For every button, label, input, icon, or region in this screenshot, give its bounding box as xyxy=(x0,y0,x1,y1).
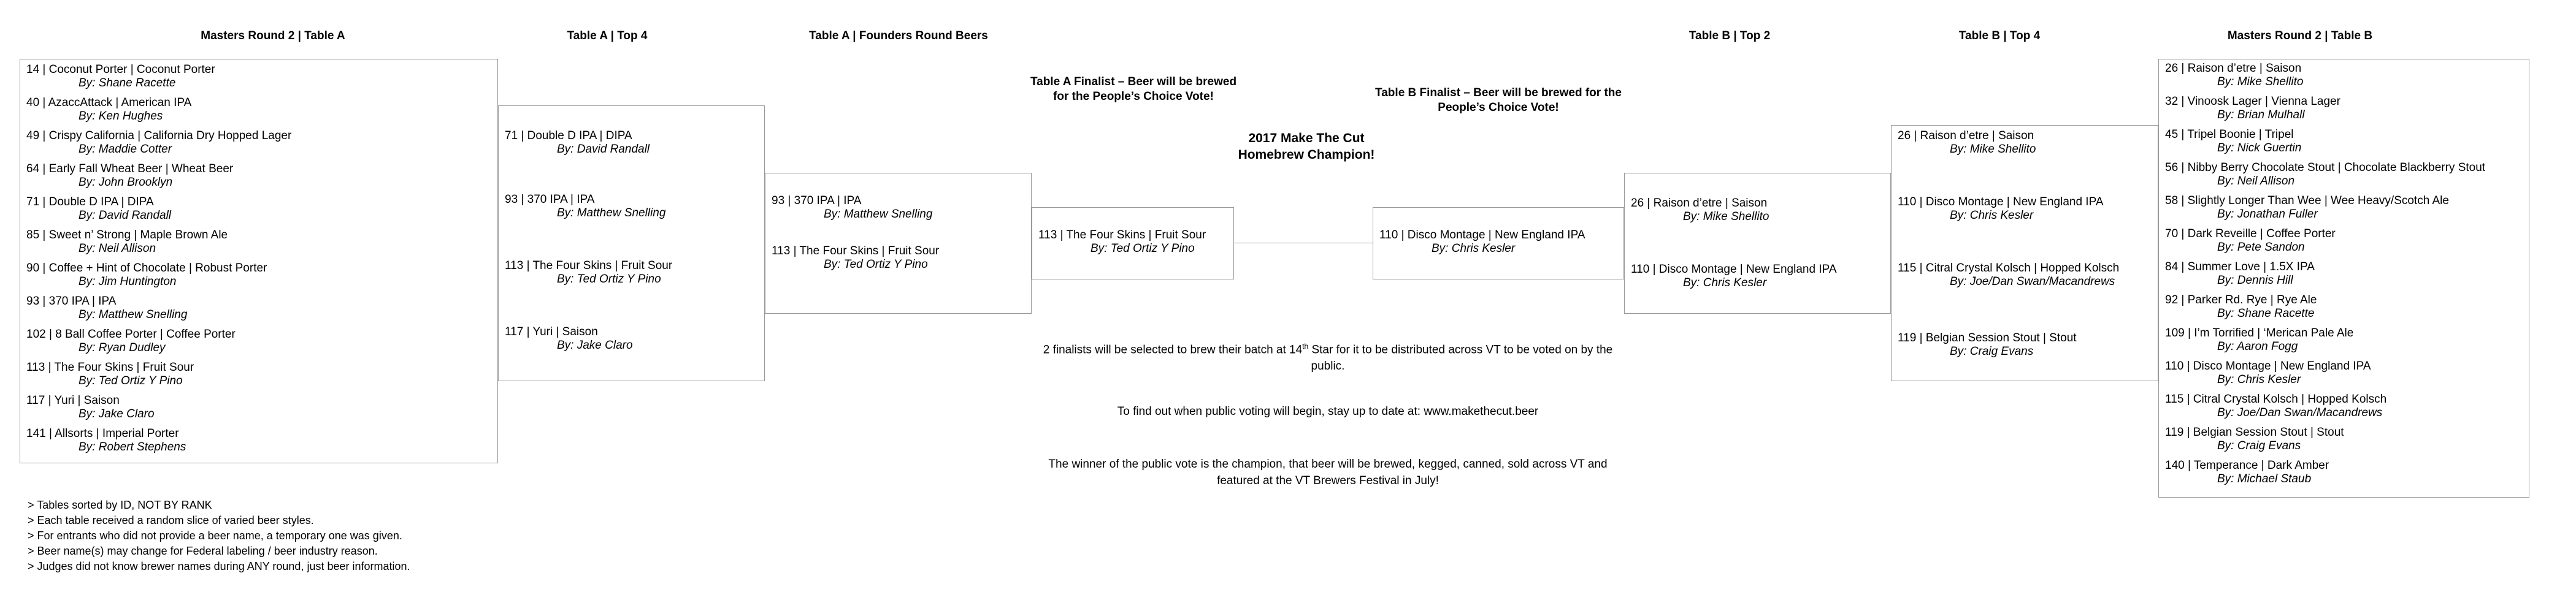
list-item: 110 | Disco Montage | New England IPA By: Chris Kesler xyxy=(2165,360,2371,386)
list-item: 85 | Sweet n’ Strong | Maple Brown Ale By: Neil Allison xyxy=(26,229,228,255)
info-voting: To find out when public voting will begin, stay up to date at: www.makethecut.beer xyxy=(1117,405,1539,418)
list-item: 115 | Citral Crystal Kolsch | Hopped Kolsch By: Joe/Dan Swan/Macandrews xyxy=(2165,393,2387,419)
a-founders-box xyxy=(765,173,1032,314)
list-item: 102 | 8 Ball Coffee Porter | Coffee Porter By: Ryan Dudley xyxy=(26,328,236,354)
list-item: 113 | The Four Skins | Fruit Sour By: Ted Ortiz Y Pino xyxy=(772,245,940,271)
list-item: 26 | Raison d’etre | Saison By: Mike Shellito xyxy=(1631,197,1769,223)
list-item: 14 | Coconut Porter | Coconut Porter By: Shane Racette xyxy=(26,63,215,89)
a-top4-box xyxy=(498,105,765,381)
note-item: > Each table received a random slice of varied beer styles. xyxy=(28,514,314,526)
masters-b-box xyxy=(2158,59,2529,498)
info-finalists: 2 finalists will be selected to brew their batch at 14th Star for it to be distributed across VT to be voted on by the public. xyxy=(1043,342,1613,373)
list-item: 84 | Summer Love | 1.5X IPA By: Dennis Hill xyxy=(2165,260,2315,287)
list-item: 93 | 370 IPA | IPA By: Matthew Snelling xyxy=(505,193,666,219)
notes xyxy=(28,498,410,574)
header-b-top2: Table B | Top 2 xyxy=(1689,29,1771,42)
list-item: 119 | Belgian Session Stout | Stout By: Craig Evans xyxy=(2165,426,2344,452)
list-item: 140 | Temperance | Dark Amber By: Michael Staub xyxy=(2165,459,2329,485)
list-item: 110 | Disco Montage | New England IPA By: Chris Kesler xyxy=(1898,195,2104,222)
list-item: 93 | 370 IPA | IPA By: Matthew Snelling xyxy=(26,295,188,321)
list-item: 92 | Parker Rd. Rye | Rye Ale By: Shane Racette xyxy=(2165,294,2317,320)
b-top2-box xyxy=(1624,173,1891,314)
list-item: 58 | Slightly Longer Than Wee | Wee Heavy/Scotch Ale By: Jonathan Fuller xyxy=(2165,194,2449,221)
list-item: 141 | Allsorts | Imperial Porter By: Robert Stephens xyxy=(26,427,186,453)
finalist-a-caption: Table A Finalist – Beer will be brewed for the People’s Choice Vote! xyxy=(1030,75,1237,103)
list-item: 70 | Dark Reveille | Coffee Porter By: Pete Sandon xyxy=(2165,227,2336,254)
list-item: 93 | 370 IPA | IPA By: Matthew Snelling xyxy=(772,194,933,221)
note-item: > Judges did not know brewer names during ANY round, just beer information. xyxy=(28,560,410,572)
list-item: 117 | Yuri | Saison By: Jake Claro xyxy=(505,325,633,352)
header-masters-b: Masters Round 2 | Table B xyxy=(2227,29,2373,42)
a-finalist-box xyxy=(1032,207,1234,279)
note-item: > Tables sorted by ID, NOT BY RANK xyxy=(28,499,212,511)
list-item: 109 | I’m Torrified | ‘Merican Pale Ale By: Aaron Fogg xyxy=(2165,327,2354,353)
list-item: 45 | Tripel Boonie | Tripel By: Nick Guertin xyxy=(2165,128,2302,154)
list-item: 64 | Early Fall Wheat Beer | Wheat Beer By: John Brooklyn xyxy=(26,162,234,189)
list-item: 113 | The Four Skins | Fruit Sour By: Ted Ortiz Y Pino xyxy=(26,361,194,387)
list-item: 90 | Coffee + Hint of Chocolate | Robust Porter By: Jim Huntington xyxy=(26,262,267,288)
note-item: > Beer name(s) may change for Federal labeling / beer industry reason. xyxy=(28,545,378,557)
list-item: 110 | Disco Montage | New England IPA By: Chris Kesler xyxy=(1631,263,1837,289)
list-item: 26 | Raison d’etre | Saison By: Mike Shellito xyxy=(1898,129,2036,156)
list-item: 71 | Double D IPA | DIPA By: David Randall xyxy=(26,195,172,222)
masters-a-box xyxy=(20,59,498,463)
list-item: 32 | Vinoosk Lager | Vienna Lager By: Brian Mulhall xyxy=(2165,95,2340,121)
list-item: 113 | The Four Skins | Fruit Sour By: Ted Ortiz Y Pino xyxy=(505,259,673,286)
list-item: 119 | Belgian Session Stout | Stout By: Craig Evans xyxy=(1898,332,2077,358)
list-item: 110 | Disco Montage | New England IPA By: Chris Kesler xyxy=(1379,229,1585,255)
b-finalist-box xyxy=(1373,207,1624,279)
header-masters-a: Masters Round 2 | Table A xyxy=(201,29,345,42)
list-item: 40 | AzaccAttack | American IPA By: Ken Hughes xyxy=(26,96,192,123)
header-a-founders: Table A | Founders Round Beers xyxy=(809,29,988,42)
list-item: 56 | Nibby Berry Chocolate Stout | Chocolate Blackberry Stout By: Neil Allison xyxy=(2165,161,2486,188)
b-top4-box xyxy=(1891,125,2158,381)
list-item: 113 | The Four Skins | Fruit Sour By: Ted Ortiz Y Pino xyxy=(1038,229,1206,255)
list-item: 115 | Citral Crystal Kolsch | Hopped Kolsch By: Joe/Dan Swan/Macandrews xyxy=(1898,262,2120,288)
list-item: 26 | Raison d’etre | Saison By: Mike Shellito xyxy=(2165,62,2304,88)
list-item: 71 | Double D IPA | DIPA By: David Randall xyxy=(505,129,650,156)
header-a-top4: Table A | Top 4 xyxy=(567,29,648,42)
info-champion: The winner of the public vote is the champion, that beer will be brewed, kegged, canned, sold across VT and featured at the VT Brewers Festival in July! xyxy=(1048,458,1608,487)
note-item: > For entrants who did not provide a beer name, a temporary one was given. xyxy=(28,529,402,542)
champion-title: 2017 Make The Cut Homebrew Champion! xyxy=(1238,131,1375,162)
header-b-top4: Table B | Top 4 xyxy=(1958,29,2041,42)
list-item: 117 | Yuri | Saison By: Jake Claro xyxy=(26,394,155,420)
list-item: 49 | Crispy California | California Dry Hopped Lager By: Maddie Cotter xyxy=(26,129,292,156)
finalist-b-caption: Table B Finalist – Beer will be brewed for the People’s Choice Vote! xyxy=(1375,86,1622,114)
